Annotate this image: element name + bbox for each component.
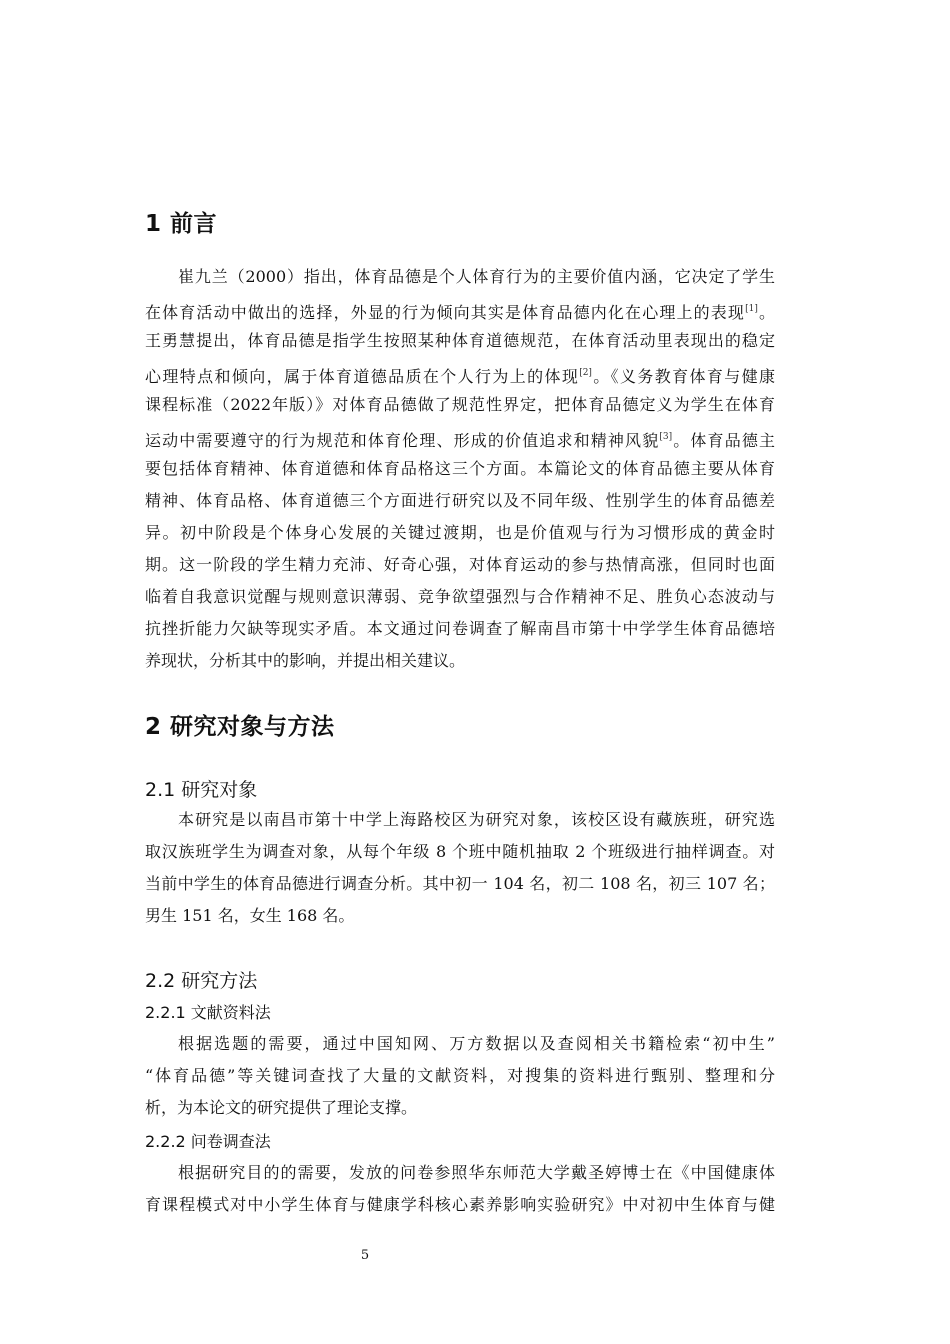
section-1-heading: 1 前言	[145, 211, 218, 237]
text-line	[145, 421, 775, 453]
text-line: 析，为本论文的研究提供了理论支撑。	[145, 1098, 418, 1117]
research-object-paragraph	[145, 804, 775, 932]
text-line	[145, 293, 775, 325]
text-line: 男生 151 名，女生 168 名。	[145, 906, 355, 925]
text-line: 根据选题的需要，通过中国知网、万方数据以及查阅相关书籍检索“初中生”	[178, 1034, 775, 1053]
text-line: 崔九兰（2000）指出，体育品德是个人体育行为的主要价值内涵，它决定了学生	[178, 267, 775, 286]
text-line: 精神、体育品格、体育道德三个方面进行研究以及不同年级、性别学生的体育品德差	[145, 491, 775, 510]
literature-method-paragraph	[145, 1028, 775, 1124]
citation-ref: [2]	[579, 368, 592, 378]
text-span: 心理特点和倾向，属于体育道德品质在个人行为上的体现	[145, 367, 580, 386]
text-span: 运动中需要遵守的行为规范和体育伦理、形成的价值追求和精神风貌	[145, 431, 660, 450]
text-line: “体育品德”等关键词查找了大量的文献资料，对搜集的资料进行甄别、整理和分	[145, 1066, 775, 1085]
intro-paragraph	[145, 261, 775, 677]
text-line: 王勇慧提出，体育品德是指学生按照某种体育道德规范，在体育活动里表现出的稳定	[145, 331, 775, 350]
text-line: 期。这一阶段的学生精力充沛、好奇心强，对体育运动的参与热情高涨，但同时也面	[145, 555, 775, 574]
text-span: 在体育活动中做出的选择，外显的行为倾向其实是体育品德内化在心理上的表现	[145, 303, 746, 322]
text-line: 要包括体育精神、体育道德和体育品格这三个方面。本篇论文的体育品德主要从体育	[145, 459, 775, 478]
section-2-2-1-heading: 2.2.1 文献资料法	[145, 1003, 271, 1022]
text-line: 抗挫折能力欠缺等现实矛盾。本文通过问卷调查了解南昌市第十中学学生体育品德培	[145, 619, 775, 638]
text-line: 取汉族班学生为调查对象，从每个年级 8 个班中随机抽取 2 个班级进行抽样调查。对	[145, 842, 775, 861]
page-number: 5	[360, 1248, 370, 1263]
text-line: 养现状，分析其中的影响，并提出相关建议。	[145, 651, 466, 670]
section-2-2-heading: 2.2 研究方法	[145, 970, 258, 992]
citation-ref: [1]	[745, 304, 758, 314]
section-2-heading: 2 研究对象与方法	[145, 714, 335, 740]
text-line: 课程标准（2022年版）》对体育品德做了规范性界定，把体育品德定义为学生在体育	[145, 395, 775, 414]
text-span: 。	[757, 303, 775, 322]
section-2-1-heading: 2.1 研究对象	[145, 779, 258, 801]
text-line: 本研究是以南昌市第十中学上海路校区为研究对象，该校区设有藏族班，研究选	[178, 810, 775, 829]
text-line: 根据研究目的的需要，发放的问卷参照华东师范大学戴圣婷博士在《中国健康体	[178, 1163, 775, 1182]
text-line: 临着自我意识觉醒与规则意识薄弱、竞争欲望强烈与合作精神不足、胜负心态波动与	[145, 587, 775, 606]
text-line: 育课程模式对中小学生体育与健康学科核心素养影响实验研究》中对初中生体育与健	[145, 1195, 775, 1214]
section-2-2-2-heading: 2.2.2 问卷调查法	[145, 1132, 271, 1151]
citation-ref: [3]	[659, 432, 673, 442]
text-line: 异。初中阶段是个体身心发展的关键过渡期，也是价值观与行为习惯形成的黄金时	[145, 523, 775, 542]
text-line: 当前中学生的体育品德进行调查分析。其中初一 104 名，初二 108 名，初三 107 名；	[145, 874, 775, 893]
text-span: 。《义务教育体育与健康	[591, 367, 775, 386]
text-line	[145, 357, 775, 389]
text-span: 。体育品德主	[672, 431, 775, 450]
questionnaire-method-paragraph	[145, 1157, 775, 1221]
